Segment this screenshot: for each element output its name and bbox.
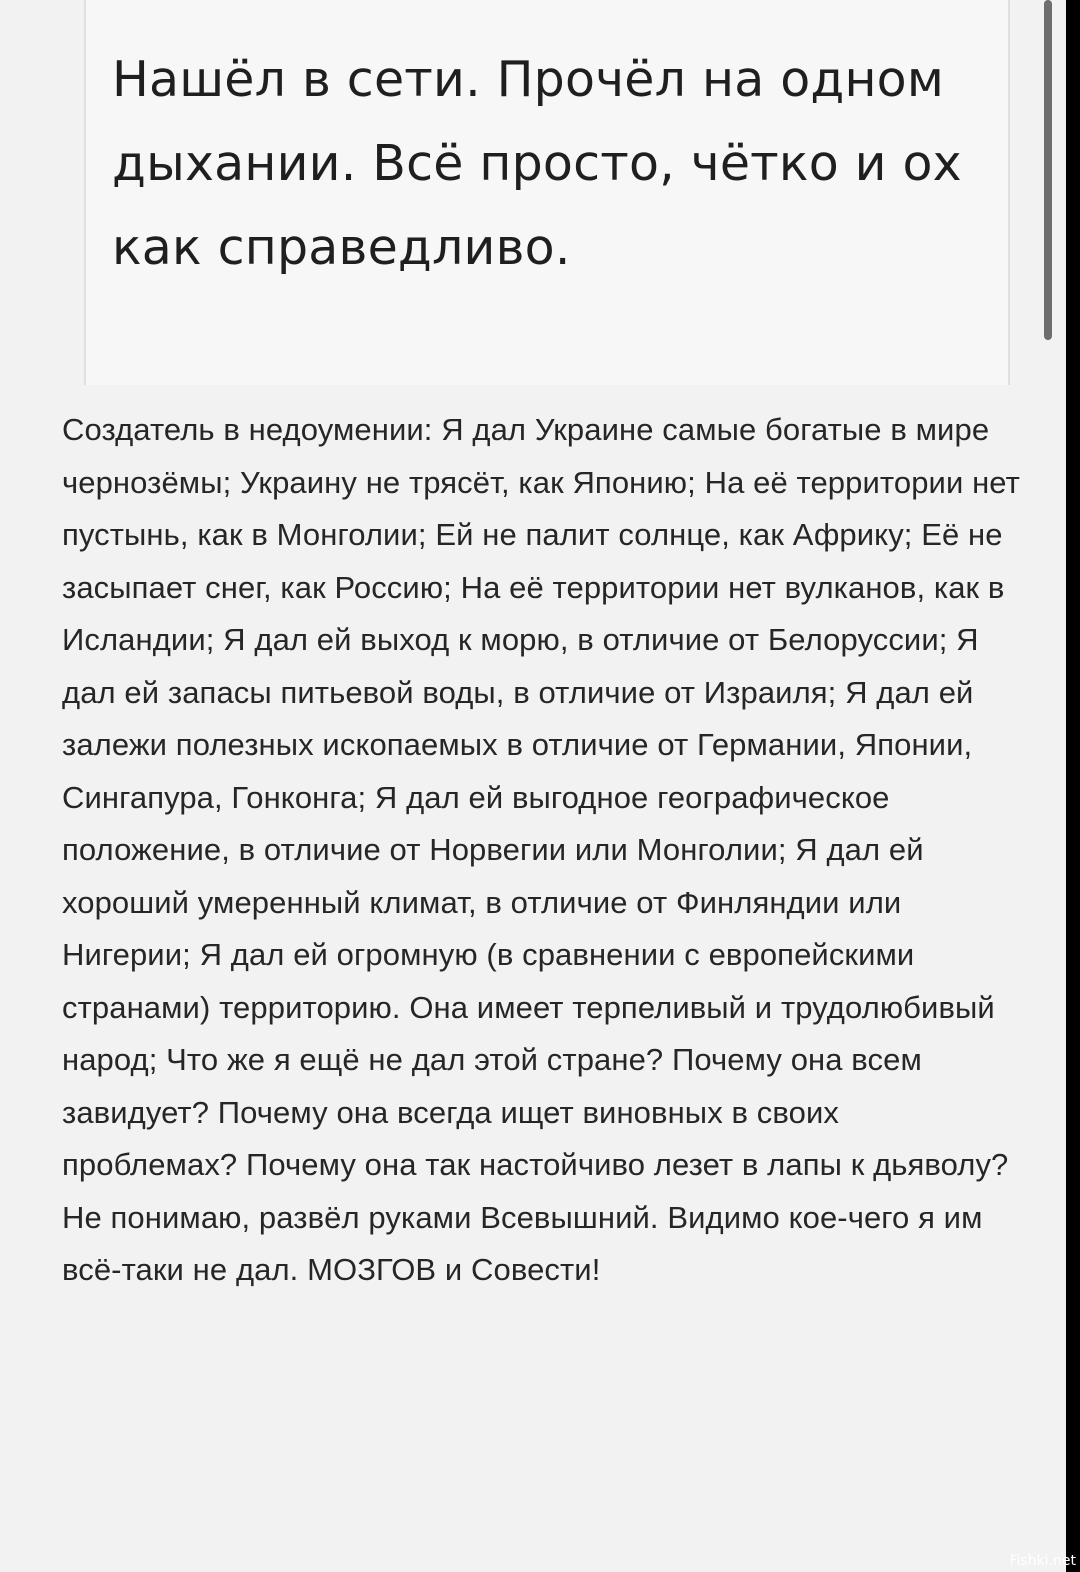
quote-header-text: Нашёл в сети. Прочёл на одном дыхании. Всё просто, чётко и ох как справедливо.: [112, 51, 962, 276]
quote-header-block: [84, 0, 1010, 385]
scrollbar[interactable]: [1044, 0, 1052, 340]
post-body-text: Создатель в недоумении: Я дал Украине самые богатые в мире чернозёмы; Украину не трясёт, как Японию; На её территории нет пустынь, как в Монголии; Ей не палит солнце, как Африку; Её не засыпает снег, как Россию; На её территории нет вулканов, как в Исландии; Я дал ей выход к морю, в отличие от Белоруссии; Я дал ей запасы питьевой воды, в отличие от Израиля; Я дал ей залежи полезных ископаемых в отличие от Германии, Японии, Сингапура, Гонконга; Я дал ей выгодное географическое положение, в отличие от Норвегии или Монголии; Я дал ей хороший умеренный климат, в отличие от Финляндии или Нигерии; Я дал ей огромную (в сравнении с европейскими странами) территорию. Она имеет терпеливый и трудолюбивый народ; Что же я ещё не дал этой стране? Почему она всем завидует? Почему она всегда ищет виновных в своих проблемах? Почему она так настойчиво лезет в лапы к дьяволу? Не понимаю, развёл руками Всевышний. Видимо кое-чего я им всё-таки не дал. МОЗГОВ и Совести!: [62, 412, 1020, 1287]
watermark: Fishki.net: [1009, 1553, 1076, 1569]
